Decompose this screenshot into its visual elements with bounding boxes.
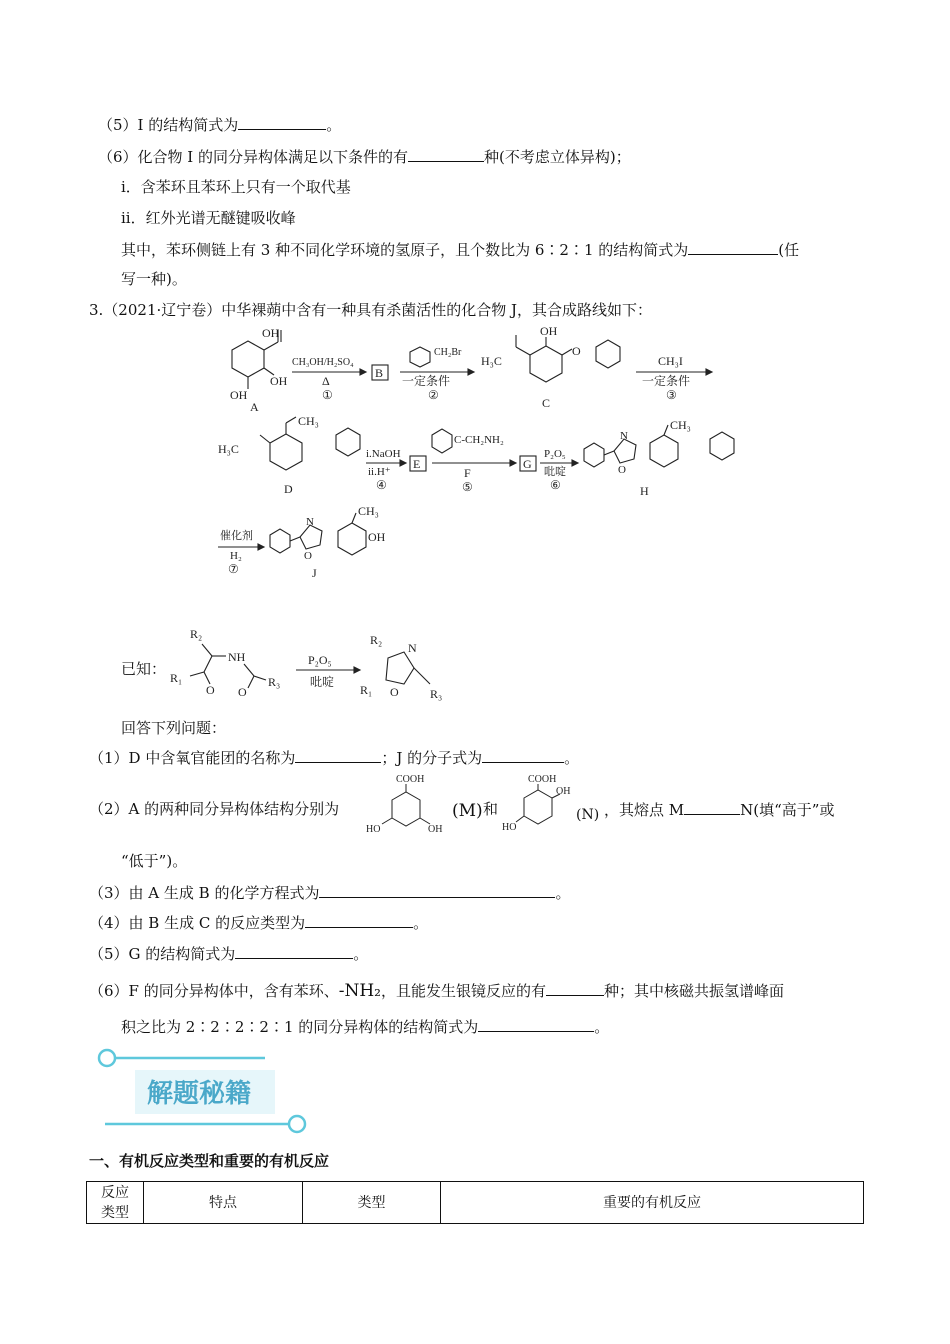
svg-text:③: ③ — [666, 388, 677, 402]
svg-text:R₂: R₂ — [190, 627, 203, 641]
table-header-row — [87, 1182, 864, 1224]
isomer-N-label: (N) — [576, 807, 600, 823]
isomer-N — [500, 772, 580, 836]
svg-text:N: N — [306, 516, 314, 528]
svg-text:H₃C: H₃C — [481, 354, 502, 368]
q3-heading: 3.（2021·辽宁卷）中华裸蒴中含有一种具有杀菌活性的化合物 J，其合成路线如下： — [89, 301, 653, 319]
svg-text:O: O — [618, 464, 626, 476]
label-A: A — [250, 400, 259, 414]
svg-text:H₂: H₂ — [230, 550, 242, 562]
svg-text:OH: OH — [368, 530, 386, 544]
svg-text:O: O — [390, 685, 399, 699]
reaction-types-table — [86, 1181, 864, 1224]
svg-text:R₃: R₃ — [268, 675, 281, 689]
svg-text:CH₂Br: CH₂Br — [434, 347, 462, 358]
svg-text:CH₃: CH₃ — [670, 418, 691, 432]
svg-text:⑥: ⑥ — [550, 478, 561, 492]
svg-text:HO: HO — [502, 822, 517, 833]
isomer-M — [362, 772, 452, 836]
q3-part3: （3）由 A 生成 B 的化学方程式为 。 — [89, 881, 571, 904]
reaction-arrow-1 — [292, 357, 366, 402]
label-E: E — [413, 457, 421, 471]
q3-part5: （5）G 的结构简式为 。 — [89, 942, 368, 965]
svg-text:CH₃: CH₃ — [358, 504, 379, 518]
molecule-A — [230, 326, 288, 414]
answer-blank[interactable] — [319, 881, 555, 898]
svg-text:COOH: COOH — [396, 774, 425, 785]
reaction-arrow-2 — [400, 347, 474, 402]
svg-text:ii.H⁺: ii.H⁺ — [368, 466, 391, 478]
svg-text:Δ: Δ — [322, 374, 330, 388]
q2-tail-line1: 其中，苯环侧链上有 3 种不同化学环境的氢原子，且个数比为 6∶2∶1 的结构简式为 (任 — [121, 238, 799, 261]
answer-blank[interactable] — [408, 145, 484, 162]
label-B: B — [375, 366, 384, 380]
q2-condition-2: ii．红外光谱无醚键吸收峰 — [121, 209, 296, 227]
section-banner — [95, 1046, 315, 1138]
answer-blank[interactable] — [235, 942, 353, 959]
q2-part6: （6）化合物 I 的同分异构体满足以下条件的有 种(不考虑立体异构)； — [98, 145, 631, 168]
svg-text:HO: HO — [366, 824, 381, 835]
svg-text:CH₃: CH₃ — [298, 414, 319, 428]
reaction-arrow-6 — [540, 448, 578, 492]
oh-label: OH — [262, 326, 280, 340]
svg-text:O: O — [572, 344, 581, 358]
banner-title: 解题秘籍 — [147, 1079, 252, 1108]
svg-text:i.NaOH: i.NaOH — [366, 448, 401, 460]
label-C: C — [542, 396, 551, 410]
reaction-arrow-7 — [218, 528, 264, 576]
svg-text:⑤: ⑤ — [462, 480, 473, 494]
reaction-arrow-5 — [432, 429, 516, 494]
reaction-arrow-4 — [366, 448, 406, 492]
svg-text:OH: OH — [540, 325, 558, 338]
q3-part1: （1）D 中含氧官能团的名称为 ；J 的分子式为 。 — [89, 746, 579, 769]
answer-prompt: 回答下列问题： — [121, 719, 227, 737]
svg-text:C-CH₂NH₂: C-CH₂NH₂ — [454, 434, 504, 446]
answer-blank[interactable] — [688, 238, 778, 255]
svg-text:④: ④ — [376, 478, 387, 492]
svg-text:一定条件: 一定条件 — [642, 374, 691, 388]
label-H: H — [640, 484, 649, 498]
molecule-J — [270, 504, 386, 580]
q3-part2: （2）A 的两种同分异构体结构分别为 — [89, 800, 340, 818]
q2-tail-line2: 写一种)。 — [121, 270, 187, 288]
label-G: G — [523, 457, 532, 471]
svg-text:COOH: COOH — [528, 774, 557, 785]
answer-blank[interactable] — [238, 113, 326, 130]
svg-text:N: N — [620, 430, 628, 442]
svg-text:吡啶: 吡啶 — [544, 466, 566, 478]
q3-part4: （4）由 B 生成 C 的反应类型为 。 — [89, 911, 428, 934]
molecule-H — [584, 418, 734, 498]
header-cell: 类型 — [303, 1182, 441, 1224]
label-D: D — [284, 482, 293, 496]
svg-text:CH₃OH/H₂SO₄: CH₃OH/H₂SO₄ — [292, 357, 354, 368]
svg-text:R₁: R₁ — [170, 671, 183, 685]
q3-part2-tail: ，其熔点 M N(填“高于”或 — [604, 798, 834, 821]
molecule-C — [481, 325, 620, 410]
header-cell: 重要的有机反应 — [441, 1182, 864, 1224]
header-cell: 反应 类型 — [87, 1182, 144, 1224]
label-J: J — [312, 566, 317, 580]
answer-blank[interactable] — [684, 798, 740, 815]
answer-blank[interactable] — [478, 1015, 594, 1032]
synthesis-scheme — [200, 325, 760, 587]
svg-text:O: O — [304, 550, 312, 562]
svg-text:吡啶: 吡啶 — [310, 675, 335, 689]
answer-blank[interactable] — [305, 911, 413, 928]
svg-text:P₂O₅: P₂O₅ — [308, 653, 332, 667]
svg-text:R₂: R₂ — [370, 633, 383, 647]
svg-text:R₁: R₁ — [360, 683, 373, 697]
svg-text:OH: OH — [428, 824, 443, 835]
answer-blank[interactable] — [482, 746, 564, 763]
known-label: 已知： — [121, 660, 167, 678]
q3-part6: （6）F 的同分异构体中，含有苯环、-NH₂，且能发生银镜反应的有 种；其中核磁共振氢谱峰面 — [89, 981, 785, 1001]
answer-blank[interactable] — [546, 979, 604, 996]
section-title: 一、有机反应类型和重要的有机反应 — [89, 1153, 330, 1170]
svg-text:OH: OH — [556, 786, 571, 797]
svg-text:①: ① — [322, 388, 333, 402]
svg-text:OH: OH — [230, 388, 248, 402]
q3-part6-tail: 积之比为 2∶2∶2∶2∶1 的同分异构体的结构简式为 。 — [121, 1015, 609, 1038]
q2-part5: （5）I 的结构简式为 。 — [98, 113, 341, 136]
svg-text:H₃C: H₃C — [218, 442, 239, 456]
svg-text:CH₃I: CH₃I — [658, 354, 683, 368]
svg-text:一定条件: 一定条件 — [402, 374, 451, 388]
q3-part2-end: “低于”)。 — [121, 852, 188, 870]
svg-text:N: N — [408, 641, 417, 655]
svg-text:NH: NH — [228, 650, 246, 664]
svg-text:OH: OH — [270, 374, 288, 388]
answer-blank[interactable] — [295, 746, 381, 763]
svg-text:O: O — [238, 685, 247, 699]
reaction-arrow-3 — [636, 354, 712, 402]
header-cell: 特点 — [144, 1182, 303, 1224]
q2-condition-1: i．含苯环且苯环上只有一个取代基 — [121, 178, 351, 196]
svg-text:P₂O₅: P₂O₅ — [544, 448, 566, 460]
and-word: 和 — [483, 800, 499, 818]
molecule-D — [218, 414, 360, 496]
svg-text:⑦: ⑦ — [228, 562, 239, 576]
svg-text:②: ② — [428, 388, 439, 402]
label-F: F — [464, 466, 471, 480]
svg-text:O: O — [206, 683, 215, 697]
svg-text:催化剂: 催化剂 — [220, 530, 253, 542]
known-reaction — [168, 622, 488, 710]
svg-text:R₃: R₃ — [430, 687, 443, 701]
isomer-M-label: (M) — [452, 801, 483, 821]
